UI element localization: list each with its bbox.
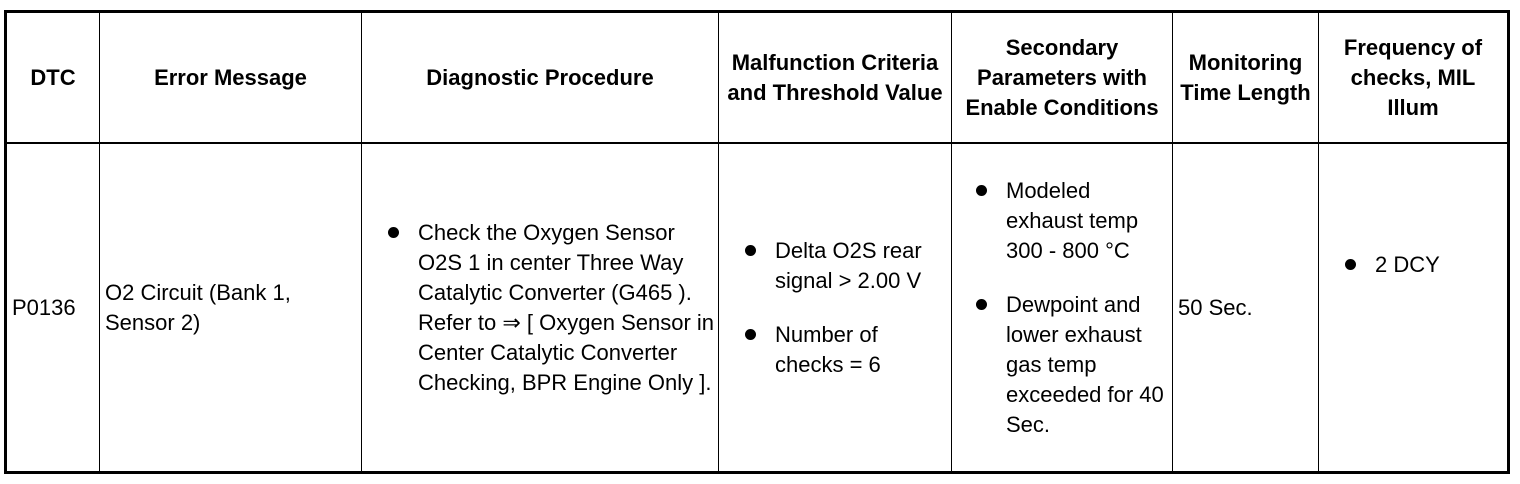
frequency-list [1319, 250, 1507, 280]
cell-error-message: O2 Circuit (Bank 1, Sensor 2) [100, 143, 362, 473]
table-row [6, 143, 1509, 473]
dtc-table [4, 10, 1510, 474]
diagnostic-procedure-list [362, 218, 718, 398]
cell-dtc-code: P0136 [6, 143, 100, 473]
header-secondary-parameters: Secondary Parameters with Enable Conditions [952, 12, 1173, 144]
secondary-parameters-list [952, 176, 1172, 440]
cell-monitoring-time: 50 Sec. [1173, 143, 1319, 473]
header-error-message: Error Message [100, 12, 362, 144]
list-item: Modeled exhaust temp 300 - 800 °C [976, 176, 1170, 266]
cell-secondary-parameters [952, 143, 1173, 473]
list-item: Check the Oxygen Sensor O2S 1 in center Three Way Catalytic Converter (G465 ). Refer to ⇒ [ Oxygen Sensor in Center Catalytic Converter Checking, BPR Engine Only ]. [388, 218, 714, 398]
header-row [6, 12, 1509, 144]
list-item: Dewpoint and lower exhaust gas temp exceeded for 40 Sec. [976, 290, 1170, 440]
cell-diagnostic-procedure [362, 143, 719, 473]
malfunction-criteria-list [719, 236, 951, 380]
header-malfunction-criteria: Malfunction Criteria and Threshold Value [719, 12, 952, 144]
list-item: Delta O2S rear signal > 2.00 V [745, 236, 947, 296]
list-item: 2 DCY [1345, 250, 1503, 280]
header-diagnostic-procedure: Diagnostic Procedure [362, 12, 719, 144]
cell-malfunction-criteria [719, 143, 952, 473]
header-monitoring-time: Monitoring Time Length [1173, 12, 1319, 144]
cell-frequency [1319, 143, 1509, 473]
list-item: Number of checks = 6 [745, 320, 947, 380]
header-frequency: Frequency of checks, MIL Illum [1319, 12, 1509, 144]
header-dtc: DTC [6, 12, 100, 144]
